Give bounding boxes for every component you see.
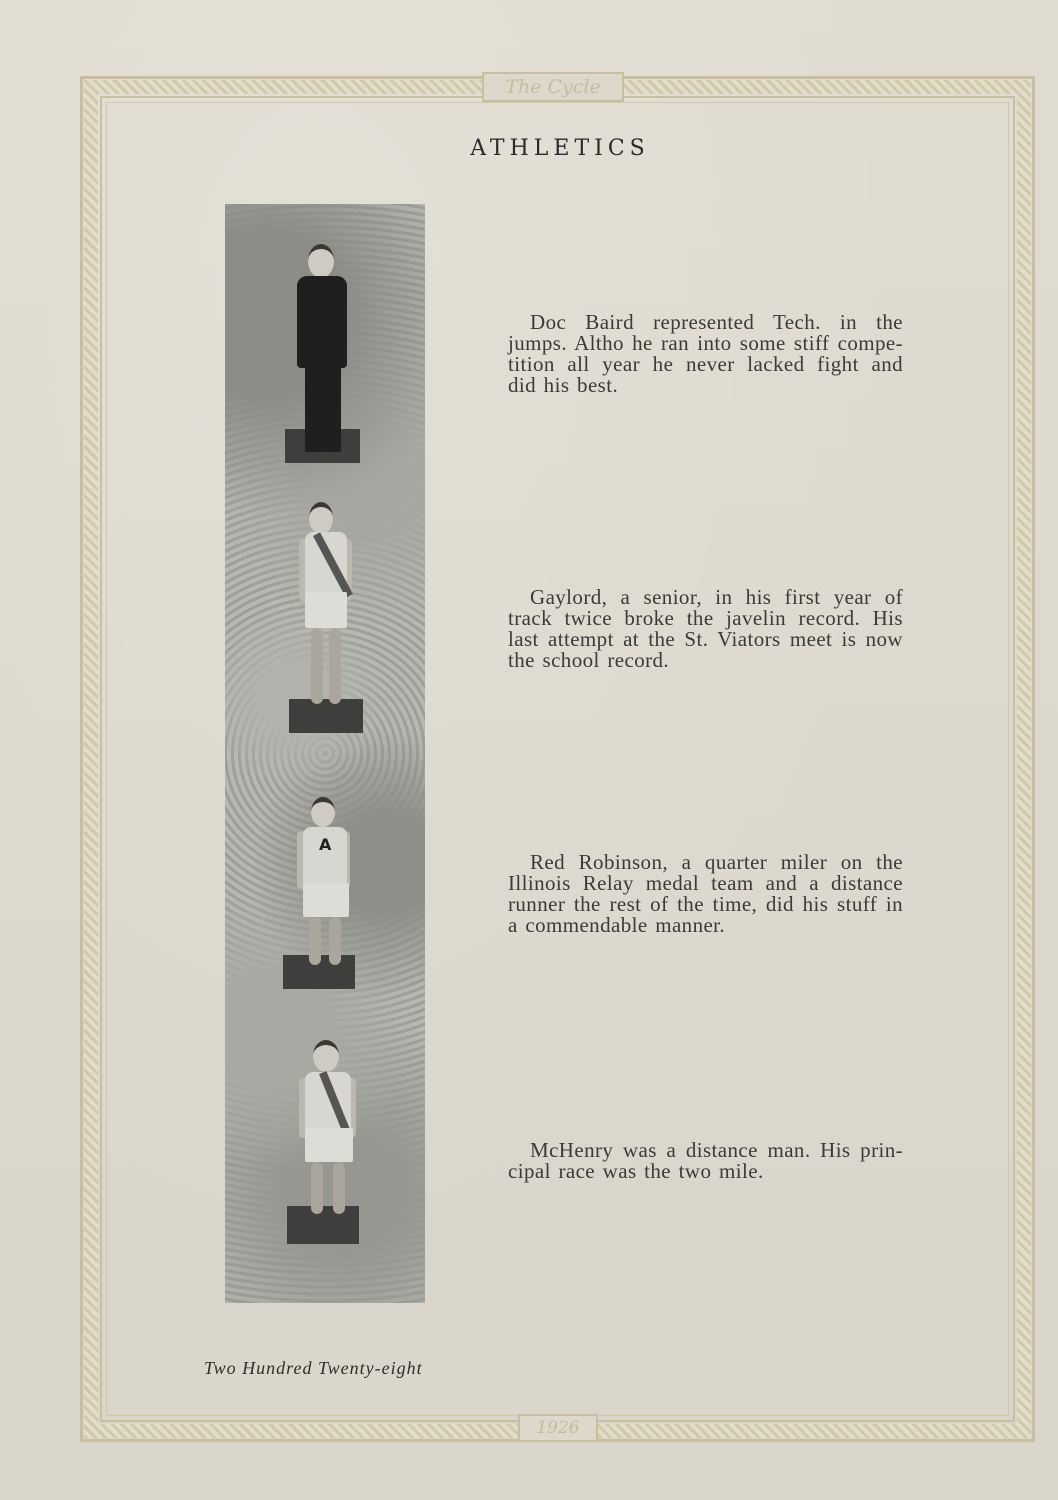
footer-cartouche: 1926 (518, 1414, 598, 1442)
header-cartouche: The Cycle (482, 72, 624, 102)
athlete-photo-gaylord (225, 484, 425, 744)
section-title: ATHLETICS (470, 136, 650, 161)
athlete-photo-robinson (225, 769, 425, 1029)
athlete-photo-strip (225, 204, 425, 1303)
athlete-photo-mchenry (225, 1034, 425, 1294)
caption-robinson: Red Robinson, a quarter miler on the Illinois Relay medal team and a distance runner the rest of the time, did his stuff in a commendable manner. (508, 850, 903, 937)
page-number: Two Hundred Twenty-eight (204, 1358, 423, 1378)
caption-baird: Doc Baird represented Tech. in the jumps. Altho he ran into some stiff compe-tition all year he never lacked fight and did his best. (508, 310, 903, 397)
jersey-letter: A (319, 835, 332, 854)
athlete-photo-baird (225, 204, 425, 474)
caption-gaylord: Gaylord, a senior, in his first year of track twice broke the javelin record. His last attempt at the St. Viators meet is now the school record. (508, 585, 903, 672)
caption-mchenry: McHenry was a distance man. His prin-cipal race was the two mile. (508, 1138, 903, 1183)
